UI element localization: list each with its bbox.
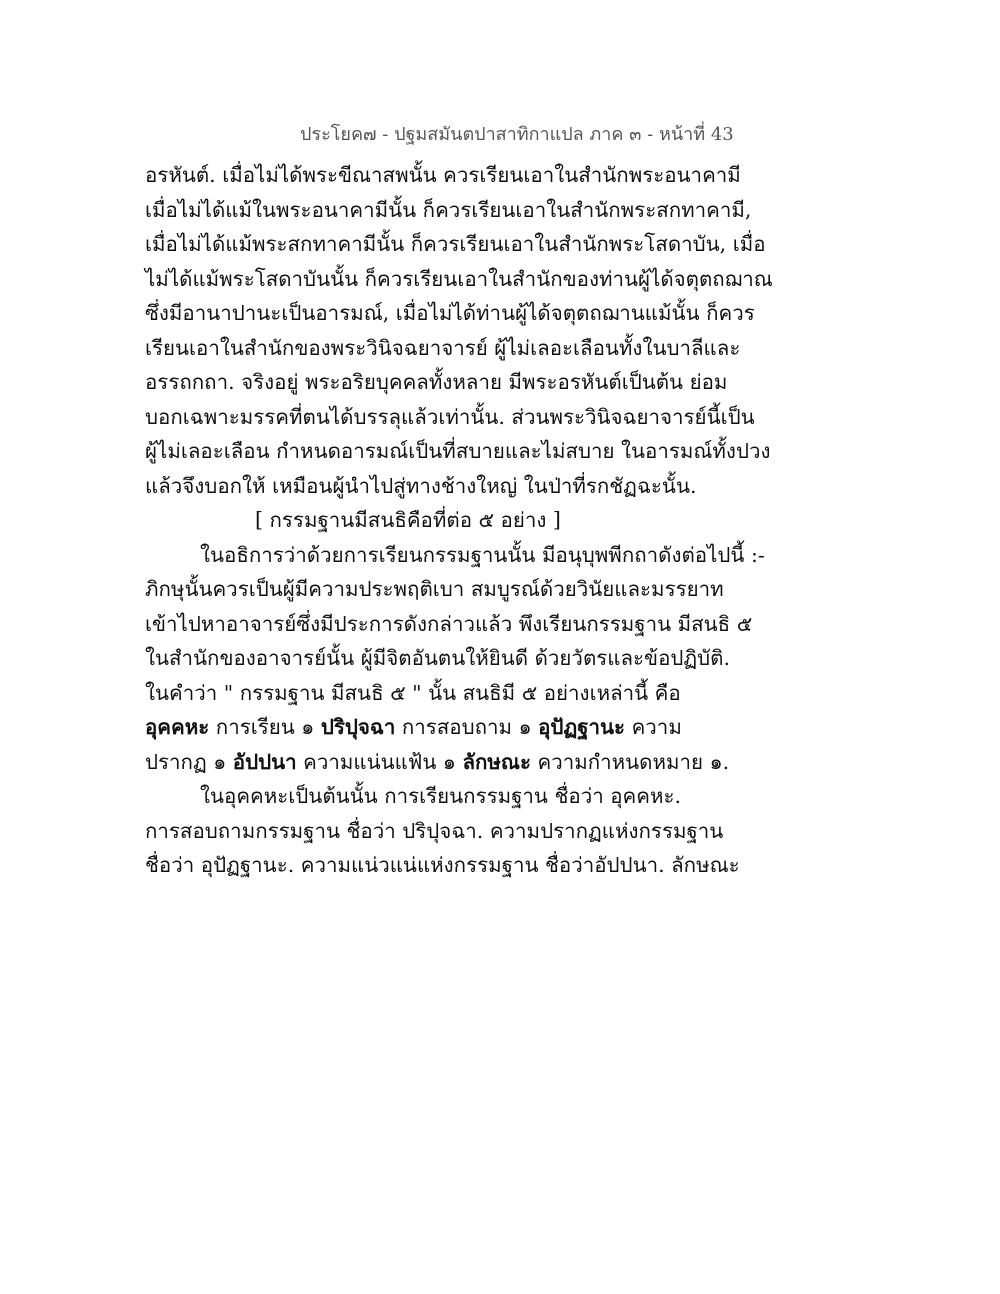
text-line: ผู้ไม่เลอะเลือน กำหนดอารมณ์เป็นที่สบายและไม่สบาย ในอารมณ์ทั้งปวง — [145, 439, 771, 463]
running-header: ประโยค๗ - ปฐมสมันตปาสาทิกาแปล ภาค ๓ - หน้าที่ 43 — [300, 124, 734, 145]
text-line: ในอธิการว่าด้วยการเรียนกรรมฐานนั้น มีอนุบุพพีกถาดังต่อไปนี้ :- — [200, 542, 765, 567]
text-line: เรียนเอาในสำนักของพระวินิจฉยาจารย์ ผู้ไม่เลอะเลือนทั้งในบาลีและ — [145, 335, 741, 360]
text-run: ความกำหนดหมาย ๑. — [530, 749, 730, 774]
text-line: ไม่ได้แม้พระโสดาบันนั้น ก็ควรเรียนเอาในสำนักของท่านผู้ได้จตุตถฌาณ — [145, 266, 773, 291]
text-line: อรรถกถา. จริงอยู่ พระอริยบุคคลทั้งหลาย มีพระอรหันต์เป็นต้น ย่อม — [145, 370, 728, 394]
text-line: ในสำนักของอาจารย์นั้น ผู้มีจิตอันตนให้ยินดี ด้วยวัตรและข้อปฏิบัติ. — [145, 646, 731, 670]
term-paripuccha: ปริปุจฉา — [320, 715, 396, 739]
page-body — [145, 158, 773, 883]
text-line: ในอุคคหะเป็นต้นนั้น การเรียนกรรมฐาน ชื่อว่า อุคคหะ. — [200, 784, 682, 808]
term-upatthana: อุปัฏฐานะ — [538, 715, 626, 739]
section-heading: [ กรรมฐานมีสนธิคือที่ต่อ ๕ อย่าง ] — [255, 508, 561, 532]
text-line: เมื่อไม่ได้แม้พระสกทาคามีนั้น ก็ควรเรียนเอาในสำนักพระโสดาบัน, เมื่อ — [145, 232, 766, 256]
text-line: ในคำว่า " กรรมฐาน มีสนธิ ๕ " นั้น สนธิมี ๕ อย่างเหล่านี้ คือ — [145, 680, 681, 705]
term-uggaha: อุคคหะ — [145, 715, 210, 739]
text-line: ภิกษุนั้นควรเป็นผู้มีความประพฤติเบา สมบูรณ์ด้วยวินัยและมรรยาท — [145, 577, 724, 601]
text-run: การสอบถาม ๑ — [395, 715, 539, 739]
text-line: ชื่อว่า อุปัฏฐานะ. ความแน่วแน่แห่งกรรมฐาน ชื่อว่าอัปปนา. ลักษณะ — [145, 853, 740, 877]
text-line: บอกเฉพาะมรรคที่ตนได้บรรลุแล้วเท่านั้น. ส่วนพระวินิจฉยาจารย์นี้เป็น — [145, 404, 755, 429]
text-line: เข้าไปหาอาจารย์ซึ่งมีประการดังกล่าวแล้ว พึงเรียนกรรมฐาน มีสนธิ ๕ — [145, 611, 753, 636]
text-run: ความแน่นแฟ้น ๑ — [296, 749, 463, 774]
text-line: การสอบถามกรรมฐาน ชื่อว่า ปริปุจฉา. ความปรากฏแห่งกรรมฐาน — [145, 818, 724, 843]
text-line: ซึ่งมีอานาปานะเป็นอารมณ์, เมื่อไม่ได้ท่านผู้ได้จตุตถฌานแม้นั้น ก็ควร — [145, 301, 755, 325]
text-line — [145, 745, 745, 780]
term-appana: อัปปนา — [232, 749, 297, 774]
text-line — [145, 710, 745, 745]
text-line: แล้วจึงบอกให้ เหมือนผู้นำไปสู่ทางช้างใหญ่ ในป่าที่รกชัฏฉะนั้น. — [145, 473, 697, 498]
text-run: ความ — [625, 715, 682, 739]
term-lakkhana: ลักษณะ — [462, 749, 531, 774]
text-run: การเรียน ๑ — [209, 715, 321, 739]
text-line: อรหันต์. เมื่อไม่ได้พระขีณาสพนั้น ควรเรียนเอาในสำนักพระอนาคามี — [145, 163, 741, 187]
text-line: เมื่อไม่ได้แม้ในพระอนาคามีนั้น ก็ควรเรียนเอาในสำนักพระสกทาคามี, — [145, 197, 752, 222]
text-run: ปรากฏ ๑ — [145, 749, 233, 774]
